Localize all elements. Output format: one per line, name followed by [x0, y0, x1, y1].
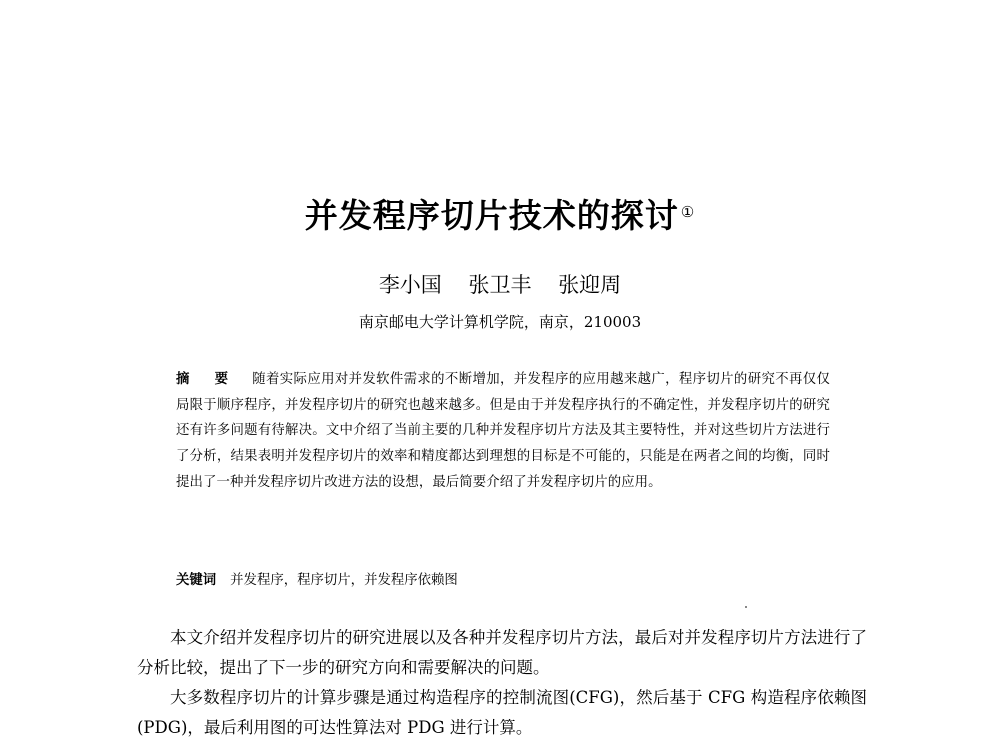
author-name: 张卫丰: [468, 273, 532, 297]
body-paragraph: 本文介绍并发程序切片的研究进展以及各种并发程序切片方法，最后对并发程序切片方法进行了分析比较，提出了下一步的研究方向和需要解决的问题。: [137, 628, 867, 677]
abstract-text: 随着实际应用对并发软件需求的不断增加，并发程序的应用越来越广，程序切片的研究不再仅仅局限于顺序程序，并发程序切片的研究也越来越多。但是由于并发程序执行的不确定性，并发程序切片的研究还有许多问题有待解决。文中介绍了当前主要的几种并发程序切片方法及其主要特性，并对这些切片方法进行了分析，结果表明并发程序切片的效率和精度都达到理想的目标是不可能的，只能是在两者之间的均衡，同时提出了一种并发程序切片改进方法的设想，最后简要介绍了并发程序切片的应用。: [176, 372, 830, 490]
keywords-label: 关键词: [176, 573, 217, 588]
keywords-text: 并发程序，程序切片，并发程序依赖图: [230, 573, 458, 588]
body-text: [137, 623, 867, 743]
abstract: [176, 367, 830, 496]
title-footnote-mark: ①: [680, 203, 696, 221]
paper-title: [0, 196, 1000, 236]
abstract-label: 摘 要: [176, 372, 239, 387]
keywords: [176, 570, 830, 592]
body-paragraph: 大多数程序切片的计算步骤是通过构造程序的控制流图(CFG)，然后基于 CFG 构造程序依赖图(PDG)，最后利用图的可达性算法对 PDG 进行计算。: [137, 688, 867, 737]
scan-speck: [745, 606, 747, 608]
author-name: 李小国: [378, 273, 442, 297]
affiliation: 南京邮电大学计算机学院，南京，210003: [358, 313, 642, 331]
title-text: 并发程序切片技术的探讨: [304, 196, 679, 235]
author-list: [0, 271, 1000, 299]
author-name: 张迎周: [558, 273, 622, 297]
